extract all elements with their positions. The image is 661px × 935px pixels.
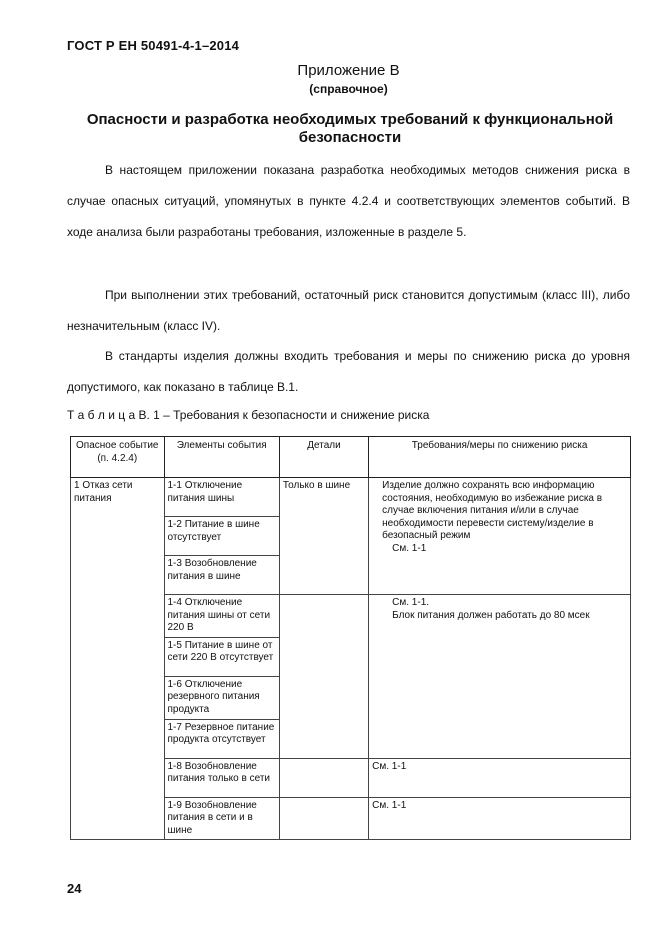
event-cell: 1-1 Отключение питания шины [164,478,279,517]
details-cell-empty [279,797,368,840]
document-code: ГОСТ Р ЕН 50491-4-1–2014 [67,38,240,53]
annex-subtitle: (справочное) [309,82,388,96]
event-cell: 1-7 Резервное питание продукта отсутствует [164,719,279,758]
table-caption: Т а б л и ц а В. 1 – Требования к безопасности и снижение риска [67,408,430,422]
section-title: Опасности и разработка необходимых требований к функциональной безопасности [86,111,614,146]
event-cell: 1-3 Возобновление питания в шине [164,556,279,595]
annex-title: Приложение В [297,62,400,79]
header-hazard: Опасное событие (п. 4.2.4) [71,437,165,478]
requirements-table [70,436,631,840]
event-cell: 1-5 Питание в шине от сети 220 В отсутствует [164,637,279,676]
requirement-group-2 [369,595,631,759]
paragraph-intro: В настоящем приложении показана разработка необходимых методов снижения риска в случае опасных ситуаций, упомянутых в пункте 4.2.4 и соответствующих элементов событий. В ходе анализа были разработаны требования, изложенные в разделе 5. [67,163,630,239]
event-cell: 1-9 Возобновление питания в сети и в шине [164,797,279,840]
requirement-cell: См. 1-1 [369,797,631,840]
paragraph-risk-class: При выполнении этих требований, остаточный риск становится допустимым (класс III), либо незначительным (класс IV). [67,288,630,333]
event-cell: 1-4 Отключение питания шины от сети 220 В [164,595,279,638]
requirement-reference: См. 1-1 [392,542,427,554]
details-cell-empty [279,758,368,797]
requirement-group-1 [369,478,631,595]
page-number: 24 [67,881,82,896]
hazard-cell: 1 Отказ сети питания [71,478,165,840]
details-cell-empty [279,595,368,759]
table-row [71,478,631,517]
header-requirements: Требования/меры по снижению риска [369,437,631,478]
table-header-row [71,437,631,478]
header-details: Детали [279,437,368,478]
paragraph-standards: В стандарты изделия должны входить требования и меры по снижению риска до уровня допустимого, как показано в таблице В.1. [67,349,630,394]
requirement-cell: См. 1-1 [369,758,631,797]
details-cell: Только в шине [279,478,368,595]
event-cell: 1-6 Отключение резервного питания продукта [164,676,279,719]
requirement-text: Изделие должно сохранять всю информацию состояния, необходимую во избежание риска в случае включения питания и/или в случае необходимости перевести систему/изделие в безопасный режим [382,480,603,542]
requirement-reference: См. 1-1. [392,597,430,608]
requirement-text: Блок питания должен работать до 80 мсек [392,609,590,621]
event-cell: 1-8 Возобновление питания только в сети [164,758,279,797]
event-cell: 1-2 Питание в шине отсутствует [164,517,279,556]
header-events: Элементы события [164,437,279,478]
